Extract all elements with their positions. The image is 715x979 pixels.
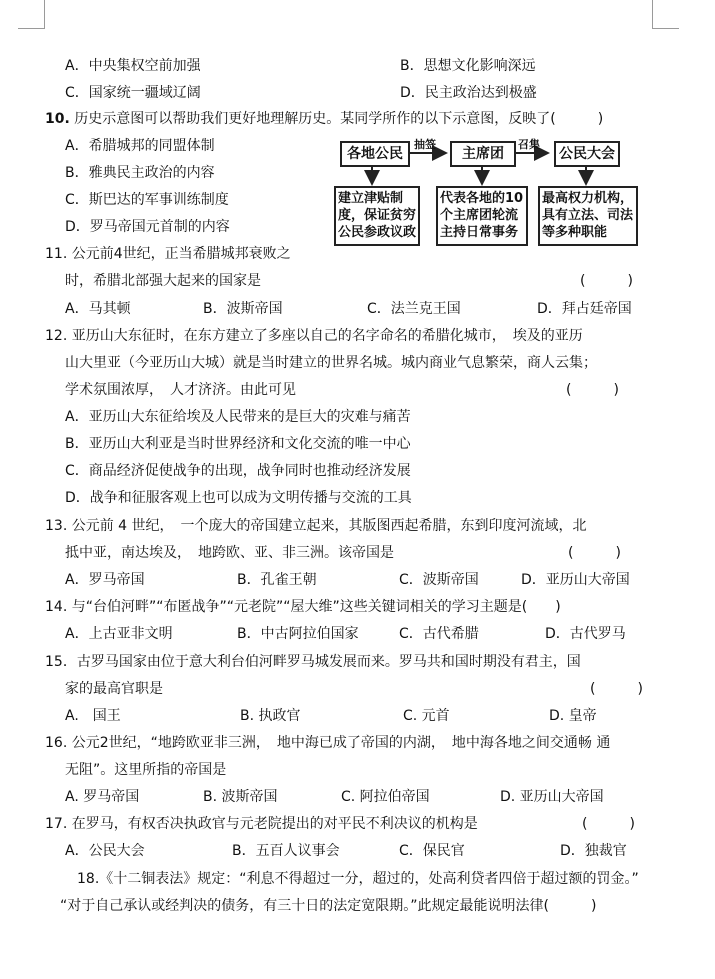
q10-desc-presidium: [436, 186, 528, 246]
q12-stem-line-3: 学术氛围浓厚， 人才济济。由此可见: [65, 382, 296, 398]
q10-desc-citizens-line-1: 建立津贴制: [338, 191, 404, 206]
q10-option-d: D．罗马帝国元首制的内容: [65, 219, 230, 235]
q10-stem-text: 历史示意图可以帮助我们更好地理解历史。某同学所作的以下示意图，反映了( ): [74, 111, 604, 127]
q10-desc-assembly-line-3: 等多种职能: [542, 225, 608, 240]
q14-option-c: C．古代希腊: [399, 626, 479, 642]
q10-desc-citizens-line-3: 公民参政议政: [338, 225, 417, 240]
q11-option-c: C．法兰克王国: [367, 301, 461, 317]
crop-mark-right-horizontal: [652, 28, 679, 29]
q15-option-a: A. 国王: [65, 708, 121, 724]
q18-stem-line-2: “对于自己承认或经判决的债务，有三十日的法定宽限期。”此规定最能说明法律( ): [60, 898, 597, 914]
q18-stem-line-1: 18.《十二铜表法》规定：“利息不得超过一分，超过的，处高利贷者四倍于超过额的罚金。”: [77, 871, 639, 887]
q10-box-presidium: 主席团: [450, 141, 516, 167]
q10-number: 10.: [45, 111, 70, 127]
q17-option-c: C．保民官: [399, 843, 465, 859]
q16-stem-line-2: 无阻”。这里所指的帝国是: [65, 762, 227, 778]
q12-stem-line-2: 山大里亚（今亚历山大城）就是当时建立的世界名城。城内商业气息繁荣，商人云集；: [65, 355, 597, 371]
q13-option-b: B．孔雀王朝: [237, 572, 317, 588]
q15-stem-line-1: 15．古罗马国家由位于意大利台伯河畔罗马城发展而来。罗马共和国时期没有君主，国: [45, 654, 581, 670]
q14-option-b: B．中古阿拉伯国家: [237, 626, 359, 642]
q11-option-b: B．波斯帝国: [203, 301, 283, 317]
q12-option-c: C．商品经济促使战争的出现，战争同时也推动经济发展: [65, 463, 411, 479]
q17-option-d: D．独裁官: [560, 843, 627, 859]
crop-mark-right-vertical: [652, 0, 653, 28]
q17-answer-bracket: ( ): [582, 816, 635, 832]
q10-desc-assembly-line-2: 具有立法、司法: [542, 208, 634, 223]
crop-mark-left-horizontal: [18, 28, 45, 29]
q16-option-b: B. 波斯帝国: [203, 789, 278, 805]
q14-stem: 14. 与“台伯河畔”“布匿战争”“元老院”“屋大维”这些关键词相关的学习主题是( ): [45, 599, 561, 615]
q11-stem-line-2: 时，希腊北部强大起来的国家是: [65, 273, 261, 289]
q12-option-a: A．亚历山大东征给埃及人民带来的是巨大的灾难与痛苦: [65, 409, 411, 425]
q10-option-c: C．斯巴达的军事训练制度: [65, 192, 229, 208]
q11-option-a: A．马其顿: [65, 301, 131, 317]
q10-diagram: [334, 133, 640, 249]
q10-desc-presidium-line-3: 主持日常事务: [440, 225, 519, 240]
q12-option-d: D．战争和征服客观上也可以成为文明传播与交流的工具: [65, 490, 412, 506]
q11-stem-line-1: 11. 公元前4世纪，正当希腊城邦衰败之: [45, 246, 291, 262]
q17-stem: 17. 在罗马，有权否决执政官与元老院提出的对平民不利决议的机构是: [45, 816, 478, 832]
q9-option-a: A．中央集权空前加强: [65, 58, 201, 74]
q10-option-b: B．雅典民主政治的内容: [65, 165, 215, 181]
q10-desc-presidium-line-1: 代表各地的10: [440, 191, 524, 206]
q10-stem: [45, 109, 603, 129]
q16-stem-line-1: 16. 公元2世纪，“地跨欧亚非三洲， 地中海已成了帝国的内湖， 地中海各地之间交通畅 通: [45, 735, 611, 751]
q9-option-c: C．国家统一疆域辽阔: [65, 85, 201, 101]
q15-option-d: D. 皇帝: [549, 708, 597, 724]
q13-option-d: D．亚历山大帝国: [521, 572, 630, 588]
q13-answer-bracket: ( ): [568, 545, 621, 561]
q14-option-d: D．古代罗马: [545, 626, 626, 642]
q14-option-a: A．上古亚非文明: [65, 626, 173, 642]
q9-option-b: B．思想文化影响深远: [400, 58, 536, 74]
q10-box-citizens: 各地公民: [340, 141, 410, 167]
q11-option-d: D．拜占廷帝国: [537, 301, 632, 317]
q10-option-a: A．希腊城邦的同盟体制: [65, 138, 215, 154]
q15-stem-line-2: 家的最高官职是: [65, 681, 163, 697]
q10-desc-citizens: [334, 186, 420, 246]
q17-option-a: A．公民大会: [65, 843, 145, 859]
q11-answer-bracket: ( ): [580, 273, 633, 289]
crop-mark-left-vertical: [44, 0, 45, 28]
q16-option-a: A. 罗马帝国: [65, 789, 140, 805]
q10-desc-presidium-line-2: 个主席团轮流: [440, 208, 519, 223]
q13-option-a: A．罗马帝国: [65, 572, 145, 588]
q13-stem-line-2: 抵中亚，南达埃及， 地跨欧、亚、非三洲。该帝国是: [65, 545, 394, 561]
q15-answer-bracket: ( ): [590, 681, 643, 697]
q12-answer-bracket: ( ): [566, 382, 619, 398]
q16-option-c: C. 阿拉伯帝国: [341, 789, 430, 805]
q10-arrow-label-1: 抽签: [414, 138, 436, 151]
q10-desc-assembly-line-1: 最高权力机构，: [542, 191, 634, 206]
q12-stem-line-1: 12. 亚历山大东征时，在东方建立了多座以自己的名字命名的希腊化城市， 埃及的亚历: [45, 328, 583, 344]
q10-box-assembly: 公民大会: [554, 141, 620, 167]
q15-option-c: C. 元首: [403, 708, 450, 724]
q10-desc-assembly: [538, 186, 638, 246]
q15-option-b: B. 执政官: [240, 708, 301, 724]
q12-option-b: B．亚历山大利亚是当时世界经济和文化交流的唯一中心: [65, 436, 411, 452]
q13-option-c: C．波斯帝国: [399, 572, 479, 588]
q13-stem-line-1: 13. 公元前 4 世纪， 一个庞大的帝国建立起来，其版图西起希腊，东到印度河流域，北: [45, 518, 587, 534]
q10-arrow-label-2: 召集: [518, 138, 540, 151]
q10-desc-citizens-line-2: 度，保证贫穷: [338, 208, 417, 223]
q16-option-d: D. 亚历山大帝国: [500, 789, 604, 805]
q9-option-d: D．民主政治达到极盛: [400, 85, 537, 101]
q17-option-b: B．五百人议事会: [232, 843, 340, 859]
